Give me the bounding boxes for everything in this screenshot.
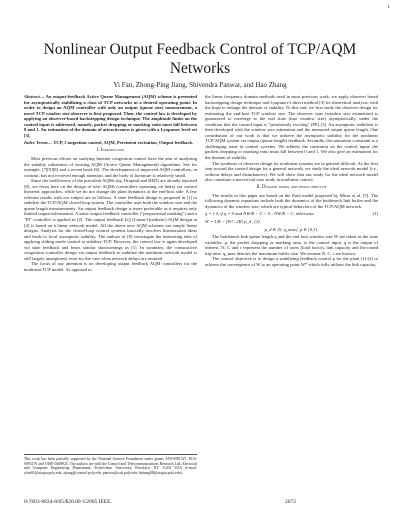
equation-1-number: (1) <box>372 211 378 217</box>
right-column <box>205 94 378 267</box>
intro-paragraph: Most previous efforts on studying Internet congestion control have the aim of analyzing the stability robustness of existing AQM (Active Queue Management) algorithms. See for example, [7][9][8] and a recent book [6]. The development of improved AQM controllers, in contrast, has not received enough attention, and the body of literature is relatively small. <box>24 155 197 178</box>
equation-2-sub: p_d ∈ [0, q_max], p ∈ [0,1]. <box>264 226 319 232</box>
equation-2-body: Ẇ = 1/R − (W² / 2R) p_d , (2) <box>205 218 260 224</box>
index-terms <box>24 140 197 146</box>
equation-1 <box>205 211 378 217</box>
equation-1-body: q̇ = { 0, if q = 0 and NW/R − C < 0 ; NW/R − C, otherwise. <box>205 211 315 217</box>
model-paragraph: The control objective is to design a stabilizing feedback control p for the plant (1)-(2) to achieve the convergence of W to an operating point W* which fully utilizes the link capacity, <box>205 256 378 267</box>
equation-2 <box>205 219 378 225</box>
abstract <box>24 94 197 138</box>
page-number: 1 <box>387 5 390 10</box>
index-terms-label: Index Terms <box>24 140 48 146</box>
section-heading-dynamic-model: II. Dynamic model and design objective <box>256 185 327 191</box>
equation-2-constraints <box>205 227 378 233</box>
page-footer <box>24 499 376 505</box>
abstract-text: — An output-feedback Active Queue Management (AQM) scheme is presented for asymptotically stabilizing a class of TCP networks at a desired operating point. In order to design an AQM controller with only an output (queue size) measurement, a novel TCP window size observer is first proposed. Then, the control law is developed by applying an observer-based backstepping design technique. The amplitude limits on the control input is addressed, namely, packet dropping or marking ratio must fall between 0 and 1. An estimation of the domain of attractiveness is given with a Lyapunov level set [3]. <box>24 94 197 138</box>
model-paragraph: The bottleneck link queue length q and the end host window size W are taken as the state variables. p, the packet dropping or marking ratio, is the control input. q is the output of interest. N, C and r represent the number of users (load factor), link capacity and the round trip time. q_max denotes the maximum buffer size. We assume N, C, r are known. <box>205 234 378 256</box>
footnote: This work has been partially supported by the National Science Foundation under grants ANI-0081527, ECS-0093176 and OISE-0408925. The authors are with the Control and Telecommunications Research Lab, Electrical and Computer Engineering Department, Polytechnic University, Brooklyn, NY 11201 USA (e-mail: yfan01@utopia.poly.edu; zjiang@control.poly.edu; panwar@catt.poly.edu; hzhang08@utopia.poly.edu). <box>24 454 197 475</box>
intro-paragraph: Since the inefficiency of the prevalent AQMs (eg. Droptail and RED) are already reported [8], we focus here on the design of new AQMs (controllers operating on links) via control theoretic approaches. while we do not change the plant dynamics at the end-host side. A few relevant results with our subject are as follows. A state feedback design is proposed in [1] to stabilize the TCP/AQM closed loop system. The controller uses both the window size and the queue length measurements. An output feedback design is more preferable as it requires only limited output information. A static output feedback controller ("proportional marking") and a "PI" controller is applied in [2]. The output feedback LQ (Linear-Quadratic) AQM design in [4] is based on a linear network model. All the above new AQM schemes are simple linear designs. Analysis for the closed-loop control systems basically involves linearization ideas and leads to local asymptotic stability. The authors of [8] investigate the interesting idea of applying sliding mode control to stabilize TCP. However, the control law is again developed via state feedback and bears similar shortcomings as [1]. In summary, the constructive congestion controller design via output feedback to stabilize the nonlinear network model is still largely unexplored, even for the case when network delays are omitted. <box>24 178 197 261</box>
intro-paragraph: The synthesis of observer design for nonlinear systems are in general difficult. As the first step toward the control design for a general network, we study the ideal network model (i.e., without delays and disturbances). We will show that our study for the ideal network model also constitute a non-trivial case study in nonlinear control. <box>205 160 378 183</box>
footer-page-number: 2672 <box>285 499 296 505</box>
footer-isbn: 0-7803-8834-8/05/$20.00 ©2005 IEEE. <box>24 499 112 505</box>
index-terms-text: — TCP, Congestion control, AQM, Persistent excitation, Output feedback. <box>47 140 194 146</box>
paper-authors: Yi Fan, Zhong-Ping Jiang, Shivendra Panwar, and Hao Zhang <box>113 81 287 89</box>
left-column <box>24 94 197 272</box>
model-paragraph: The results in this paper are based on the fluid model proposed by Misra et al. [5]. The following dynamic equations include both the dynamics of the bottleneck link buffer and the dynamics of the window size, which are typical behaviors of the TCP/AQM network. <box>205 192 378 209</box>
abstract-label: Abstract <box>24 94 40 99</box>
intro-paragraph: the linear frequency domain methods used in most previous work, we apply observer based backstepping design technique and Lyapunov's direct method [3] for theoretical analysis, with the hope to enlarge the domain of stability. To this end, we first study the observer design for estimating the end-host TCP window size. The observer state (window size estimation) is guaranteed to converge to the real state (true window size) asymptotically, under the condition that the control input is "persistently exciting" (PE) [3]. An asymptotic stabilizer is then developed with the window size estimation and the measured output queue length. One contribution of our work is that we achieve the asymptotic stability for the nonlinear TCP/AQM system via output (queue length) feedback. Secondly, the saturation constraint is a challenging issue in control systems. We address the constraint on the control input: the packets dropping or marking ratio must fall between 0 and 1. We also give an estimation for the domain of stability. <box>205 94 378 161</box>
intro-paragraph: The focus of our attention is on developing output feedback AQM controllers for the nonlinear TCP model. As opposed to <box>24 261 197 272</box>
paper-title: Nonlinear Output Feedback Control of TCP/AQM Networks <box>43 41 357 77</box>
section-heading-introduction: I. Introduction <box>96 148 125 154</box>
